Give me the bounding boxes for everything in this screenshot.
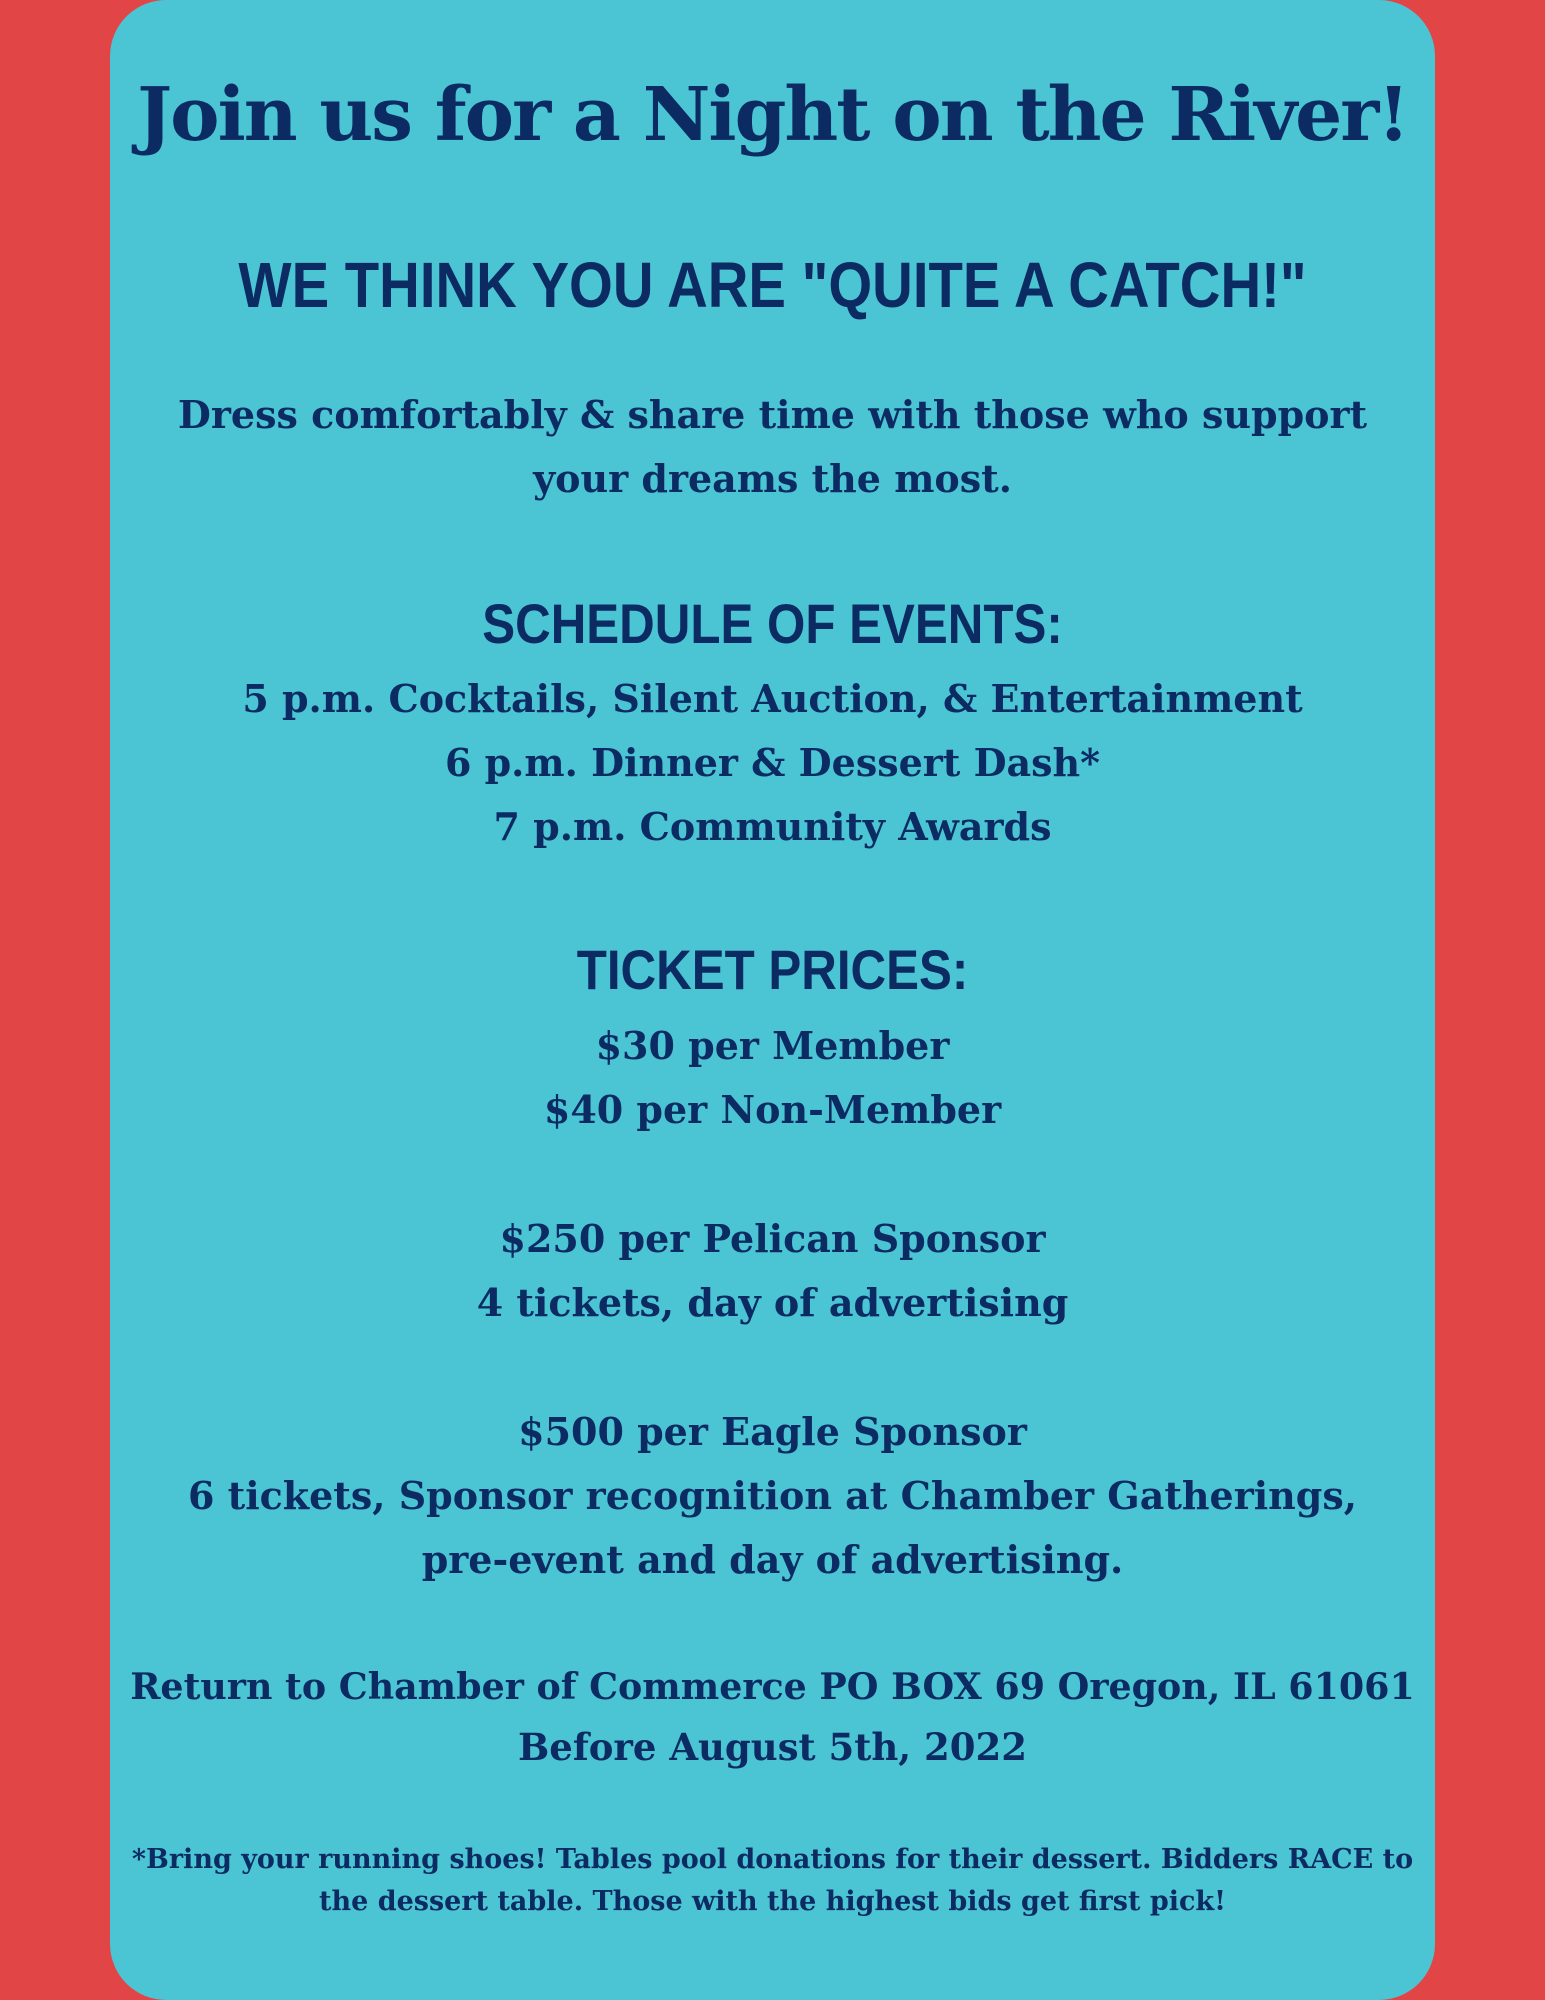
eagle-sponsor bbox=[110, 1400, 1435, 1592]
footnote bbox=[110, 1839, 1435, 1923]
eagle-sponsor-price: $500 per Eagle Sponsor bbox=[518, 1409, 1027, 1454]
footnote-line-2: the dessert table. Those with the highest bids get first pick! bbox=[319, 1886, 1226, 1917]
return-info bbox=[110, 1657, 1435, 1777]
return-deadline: Before August 5th, 2022 bbox=[518, 1725, 1027, 1769]
schedule-item: 6 p.m. Dinner & Dessert Dash* bbox=[444, 740, 1101, 785]
schedule-list bbox=[110, 667, 1435, 859]
flyer-card bbox=[110, 0, 1435, 2000]
eagle-sponsor-details-1: 6 tickets, Sponsor recognition at Chamber Gatherings, bbox=[187, 1473, 1357, 1518]
return-address: Return to Chamber of Commerce PO BOX 69 Oregon, IL 61061 bbox=[130, 1665, 1415, 1708]
footnote-line-1: *Bring your running shoes! Tables pool donations for their dessert. Bidders RACE to bbox=[131, 1844, 1414, 1875]
flyer-subtitle: WE THINK YOU ARE "QUITE A CATCH!" bbox=[238, 249, 1307, 321]
intro-line-2: your dreams the most. bbox=[533, 456, 1012, 501]
pelican-sponsor bbox=[110, 1207, 1435, 1335]
ticket-prices-basic bbox=[110, 1014, 1435, 1142]
schedule-item: 7 p.m. Community Awards bbox=[493, 804, 1052, 849]
ticket-member-price: $30 per Member bbox=[595, 1023, 950, 1068]
flyer-title: Join us for a Night on the River! bbox=[137, 71, 1408, 158]
intro-line-1: Dress comfortably & share time with those who support bbox=[177, 392, 1368, 437]
tickets-heading: TICKET PRICES: bbox=[576, 938, 969, 1001]
pelican-sponsor-price: $250 per Pelican Sponsor bbox=[499, 1216, 1046, 1261]
ticket-non-member-price: $40 per Non-Member bbox=[543, 1087, 1002, 1132]
schedule-heading: SCHEDULE OF EVENTS: bbox=[482, 592, 1063, 655]
schedule-item: 5 p.m. Cocktails, Silent Auction, & Entertainment bbox=[242, 676, 1303, 721]
intro-text bbox=[110, 383, 1435, 511]
eagle-sponsor-details-2: pre-event and day of advertising. bbox=[421, 1537, 1124, 1582]
pelican-sponsor-details: 4 tickets, day of advertising bbox=[476, 1280, 1069, 1325]
